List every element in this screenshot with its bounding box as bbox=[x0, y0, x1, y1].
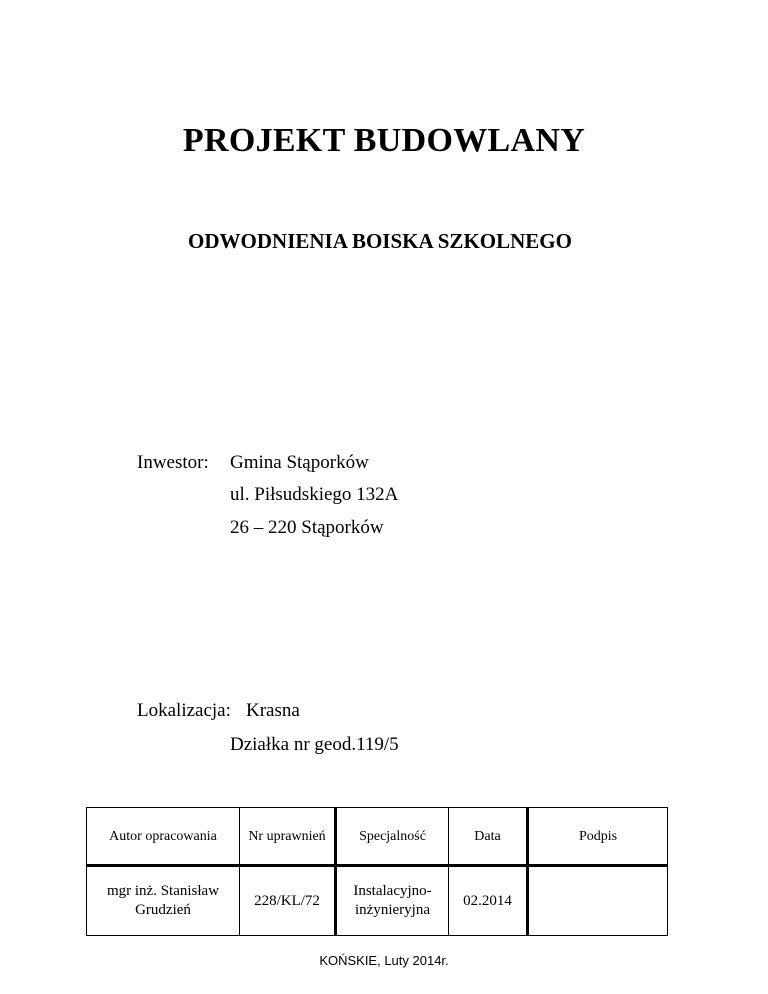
investor-label: Inwestor: bbox=[137, 452, 209, 473]
authors-table bbox=[86, 807, 667, 935]
table-header-row bbox=[87, 808, 668, 866]
footer-place-date: KOŃSKIE, Luty 2014r. bbox=[319, 953, 449, 968]
investor-postcode: 26 – 220 Stąporków bbox=[230, 517, 384, 538]
header-signature: Podpis bbox=[528, 808, 668, 866]
location-place: Krasna bbox=[246, 700, 300, 721]
header-license-number: Nr uprawnień bbox=[240, 808, 336, 866]
investor-street: ul. Piłsudskiego 132A bbox=[230, 484, 399, 505]
document-title: PROJEKT BUDOWLANY bbox=[182, 122, 586, 159]
header-author: Autor opracowania bbox=[87, 808, 240, 866]
cell-license-number: 228/KL/72 bbox=[240, 866, 336, 936]
cell-signature bbox=[528, 866, 668, 936]
header-specialty: Specjalność bbox=[336, 808, 449, 866]
location-label: Lokalizacja: bbox=[137, 700, 231, 721]
document-subtitle: ODWODNIENIA BOISKA SZKOLNEGO bbox=[188, 229, 572, 253]
cell-specialty: Instalacyjno-inżynieryjna bbox=[336, 866, 449, 936]
table-row bbox=[87, 866, 668, 936]
cell-author: mgr inż. Stanisław Grudzień bbox=[87, 866, 240, 936]
cell-date: 02.2014 bbox=[449, 866, 528, 936]
investor-name: Gmina Stąporków bbox=[230, 452, 369, 473]
header-date: Data bbox=[449, 808, 528, 866]
location-plot: Działka nr geod.119/5 bbox=[230, 734, 399, 755]
